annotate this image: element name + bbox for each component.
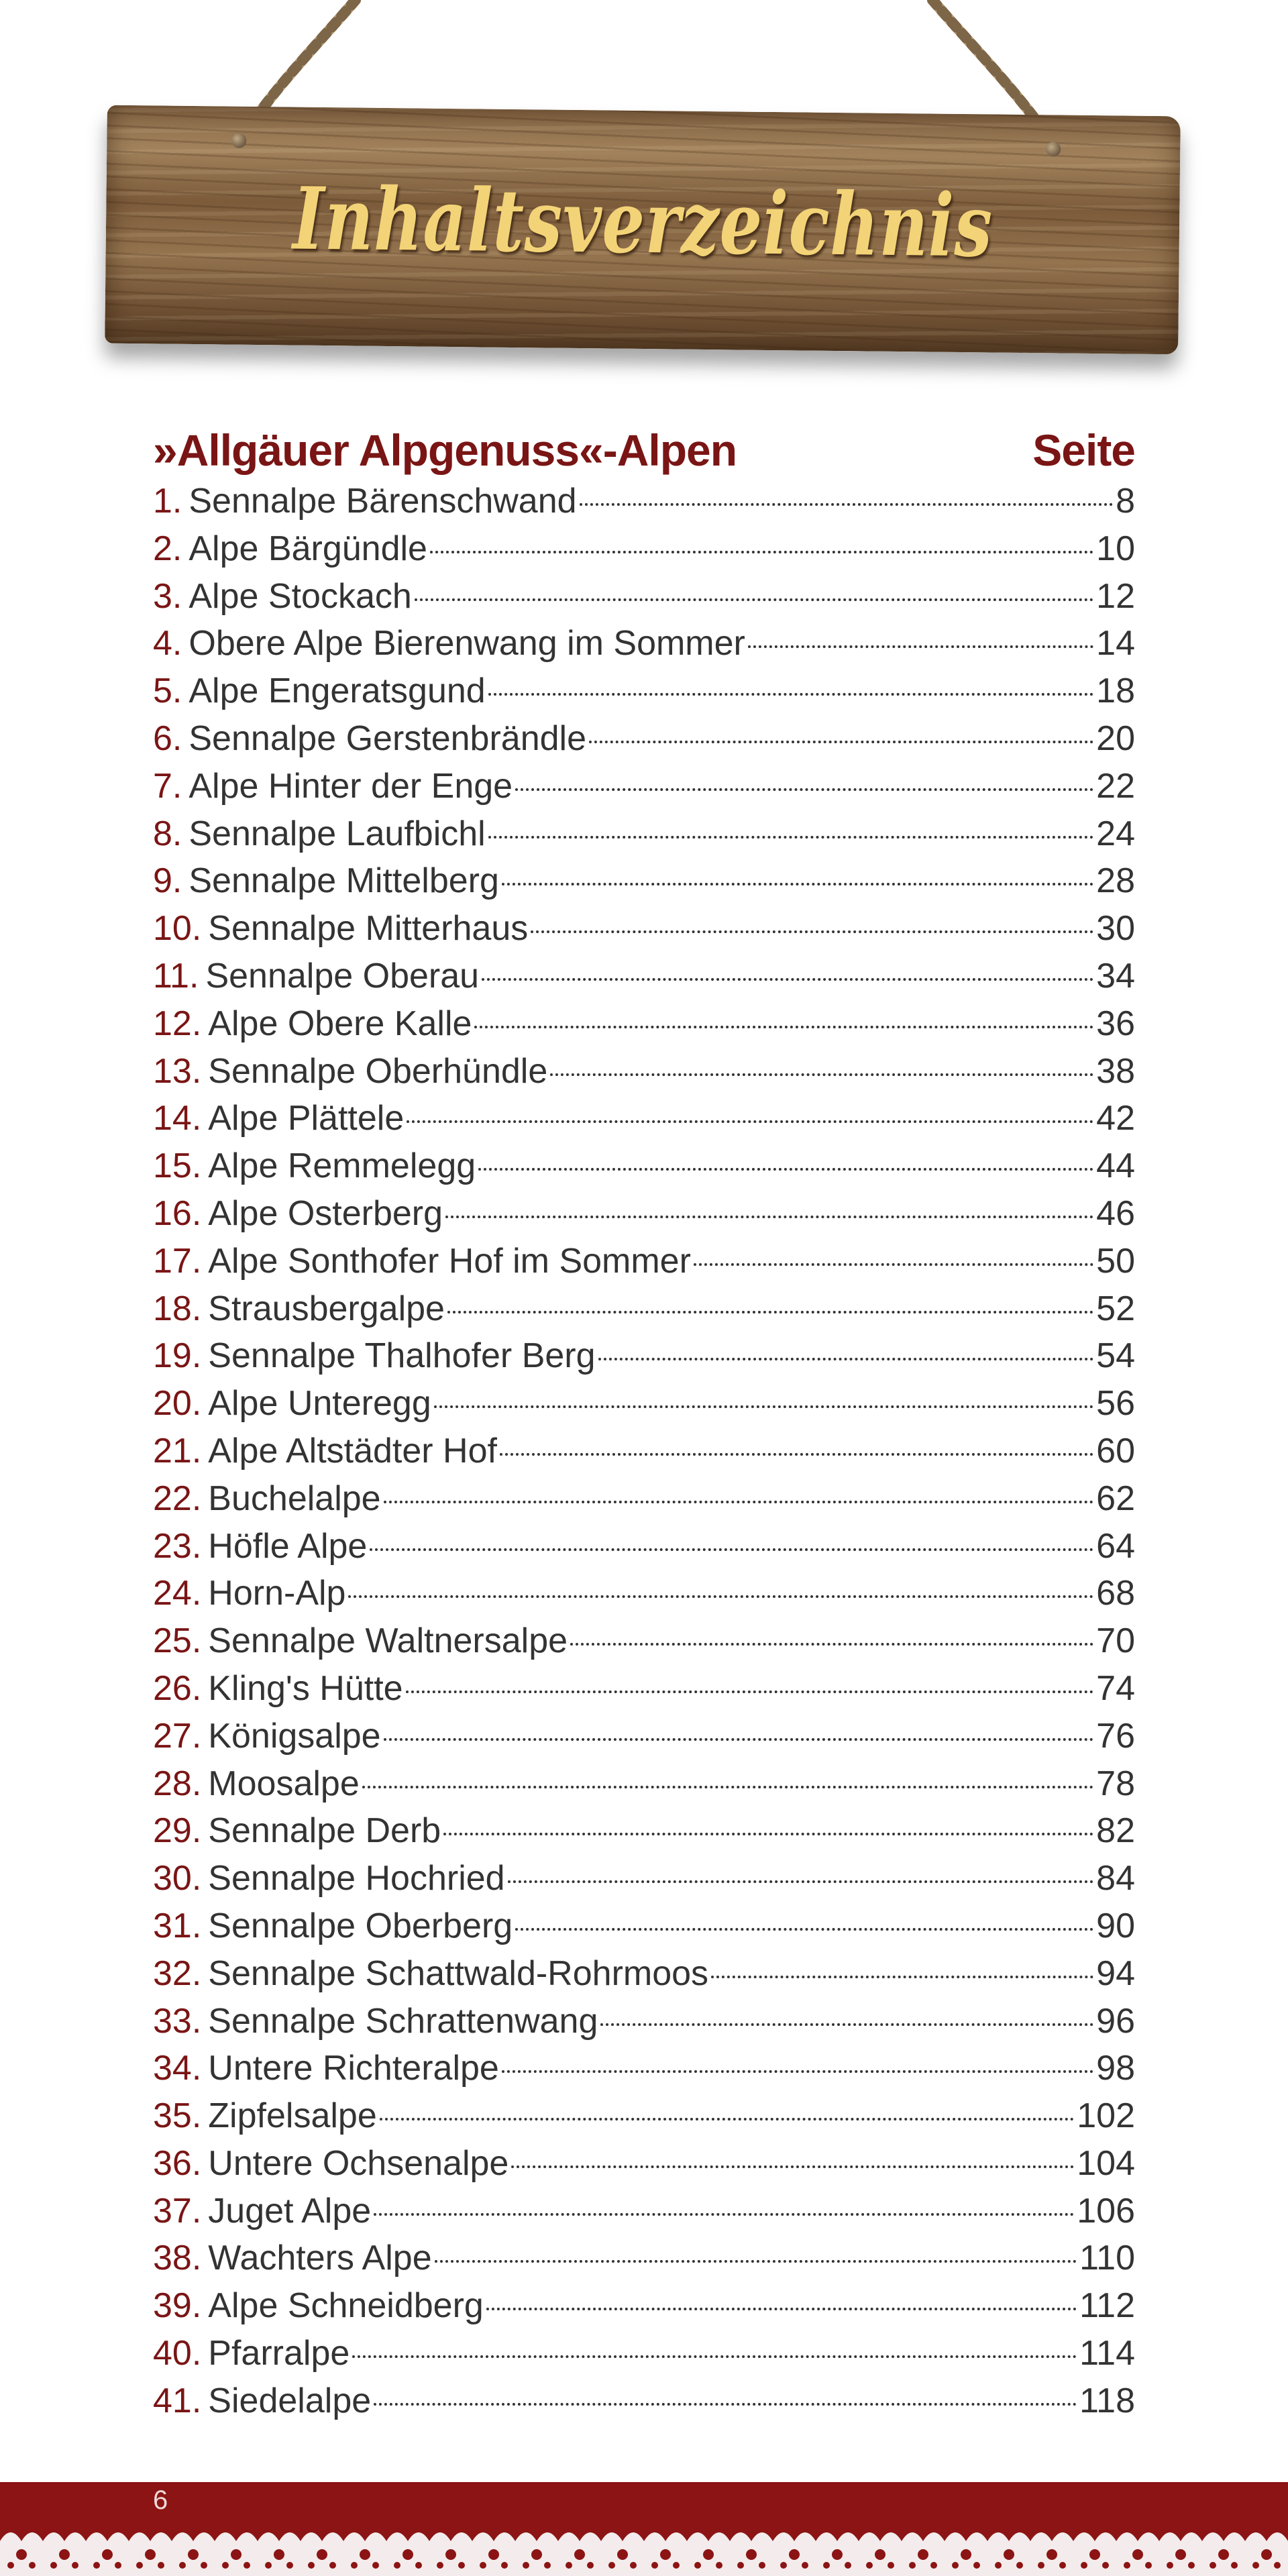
dot-leader xyxy=(502,883,1093,885)
toc-entry-title: Horn-Alp xyxy=(208,1574,346,1613)
toc-entry-page: 14 xyxy=(1096,624,1135,663)
toc-entry-title: Siedelalpe xyxy=(208,2381,372,2420)
dot-leader xyxy=(374,2213,1074,2216)
toc-entry-title: Sennalpe Derb xyxy=(208,1811,441,1851)
toc-entry-page: 44 xyxy=(1096,1146,1135,1186)
toc-entry-page: 28 xyxy=(1096,861,1135,901)
toc-entry-number: 11. xyxy=(153,956,199,996)
toc-entry xyxy=(153,1950,1135,1998)
section-heading: »Allgäuer Alpgenuss«-Alpen xyxy=(153,425,737,475)
toc-entry-title: Sennalpe Oberberg xyxy=(208,1906,513,1945)
toc-entry xyxy=(153,478,1135,525)
toc-entry xyxy=(153,1617,1135,1665)
dot-leader xyxy=(407,1120,1093,1123)
dot-leader xyxy=(384,1501,1094,1503)
toc-entry-page: 18 xyxy=(1096,672,1135,711)
toc-entry xyxy=(153,1475,1135,1523)
toc-entry-number: 21. xyxy=(153,1431,202,1470)
lace-border xyxy=(0,2521,1288,2576)
toc-entry xyxy=(153,1807,1135,1855)
toc-entry xyxy=(153,1760,1135,1808)
dot-leader xyxy=(415,598,1093,601)
toc-entry-page: 20 xyxy=(1096,718,1135,758)
toc-entry-page: 22 xyxy=(1096,766,1135,806)
toc-entry-page: 30 xyxy=(1096,909,1135,949)
toc-entry-number: 34. xyxy=(153,2049,202,2088)
toc-entry xyxy=(153,525,1135,573)
toc-entry xyxy=(153,1902,1135,1950)
toc-entry-number: 8. xyxy=(153,814,182,853)
toc-entry-page: 76 xyxy=(1096,1716,1135,1756)
toc-entry xyxy=(153,1095,1135,1142)
toc-entry-number: 14. xyxy=(153,1099,202,1138)
toc-entry-number: 32. xyxy=(153,1953,202,1993)
toc-entry xyxy=(153,620,1135,667)
toc-entry-title: Sennalpe Schattwald-Rohrmoos xyxy=(208,1953,709,1993)
toc-entry xyxy=(153,2092,1135,2140)
toc-entry-page: 118 xyxy=(1079,2381,1135,2420)
toc-entry-number: 28. xyxy=(153,1764,202,1803)
toc-entry xyxy=(153,1238,1135,1285)
dot-leader xyxy=(550,1073,1093,1076)
toc-entry xyxy=(153,2282,1135,2330)
toc-entry-number: 20. xyxy=(153,1384,202,1424)
toc-entry xyxy=(153,1855,1135,1902)
toc-entry xyxy=(153,1998,1135,2045)
dot-leader xyxy=(435,2260,1077,2263)
page-title: Inhaltsverzeichnis xyxy=(292,168,994,277)
toc-header xyxy=(153,423,1135,478)
toc-entry-page: 68 xyxy=(1096,1574,1135,1613)
dot-leader xyxy=(515,1928,1093,1931)
toc-entry-title: Sennalpe Thalhofer Berg xyxy=(208,1336,596,1376)
toc-entry-page: 12 xyxy=(1096,576,1135,616)
table-of-contents xyxy=(153,423,1135,2425)
toc-entry xyxy=(153,1142,1135,1190)
toc-entry-title: Sennalpe Gerstenbrändle xyxy=(189,718,587,758)
toc-entry-page: 24 xyxy=(1096,814,1135,853)
toc-entry-page: 78 xyxy=(1096,1764,1135,1803)
toc-entry-page: 36 xyxy=(1096,1004,1135,1043)
dot-leader xyxy=(711,1976,1093,1978)
toc-entry-title: Moosalpe xyxy=(208,1764,360,1803)
dot-leader xyxy=(598,1358,1094,1360)
toc-entry xyxy=(153,1285,1135,1333)
wooden-sign xyxy=(105,105,1181,355)
dot-leader xyxy=(488,836,1093,839)
toc-entry xyxy=(153,1665,1135,1713)
toc-entry-title: Wachters Alpe xyxy=(208,2239,432,2278)
toc-entry-title: Alpe Stockach xyxy=(189,576,412,616)
toc-entry-number: 22. xyxy=(153,1479,202,1518)
toc-entry-number: 37. xyxy=(153,2191,202,2231)
toc-entry-number: 4. xyxy=(153,624,182,663)
dot-leader xyxy=(384,1738,1094,1741)
toc-entry-title: Alpe Schneidberg xyxy=(208,2286,484,2326)
toc-entry xyxy=(153,2140,1135,2188)
toc-entry-title: Sennalpe Schrattenwang xyxy=(208,2001,598,2041)
toc-entry-page: 98 xyxy=(1096,2049,1135,2088)
toc-entry-title: Alpe Bärgündle xyxy=(189,529,427,568)
toc-entry-page: 56 xyxy=(1096,1384,1135,1424)
dot-leader xyxy=(370,1548,1093,1551)
toc-entry-title: Höfle Alpe xyxy=(208,1526,368,1566)
toc-entry-number: 36. xyxy=(153,2143,202,2183)
toc-entry-page: 70 xyxy=(1096,1621,1135,1661)
toc-entry-number: 2. xyxy=(153,529,182,568)
dot-leader xyxy=(570,1643,1093,1646)
dot-leader xyxy=(508,1880,1094,1883)
toc-entry-page: 42 xyxy=(1096,1099,1135,1138)
dot-leader xyxy=(500,1453,1093,1456)
toc-entry-page: 62 xyxy=(1096,1479,1135,1518)
toc-entry-page: 8 xyxy=(1116,482,1135,521)
toc-entry-title: Kling's Hütte xyxy=(208,1668,403,1708)
toc-entry-number: 7. xyxy=(153,766,182,806)
toc-entry-number: 27. xyxy=(153,1716,202,1756)
toc-entry-title: Alpe Osterberg xyxy=(208,1193,443,1233)
toc-entry-number: 18. xyxy=(153,1289,202,1328)
page-number: 6 xyxy=(153,2485,168,2515)
toc-entry-page: 82 xyxy=(1096,1811,1135,1851)
toc-entry-page: 34 xyxy=(1096,956,1135,996)
dot-leader xyxy=(352,2355,1077,2358)
dot-leader xyxy=(488,693,1093,696)
toc-entry-page: 104 xyxy=(1077,2143,1135,2183)
toc-entry-number: 19. xyxy=(153,1336,202,1376)
toc-entry-page: 52 xyxy=(1096,1289,1135,1328)
toc-entry-number: 16. xyxy=(153,1193,202,1233)
page-column-label: Seite xyxy=(1032,425,1135,475)
toc-entry-number: 9. xyxy=(153,861,182,901)
toc-entry xyxy=(153,2045,1135,2092)
dot-leader xyxy=(580,503,1114,506)
dot-leader xyxy=(348,1595,1093,1598)
toc-entry-number: 31. xyxy=(153,1906,202,1945)
toc-entry-title: Buchelalpe xyxy=(208,1479,381,1518)
toc-entry-number: 24. xyxy=(153,1574,202,1613)
dot-leader xyxy=(478,1168,1093,1171)
dot-leader xyxy=(511,2165,1074,2168)
toc-entry-title: Alpe Altstädter Hof xyxy=(208,1431,497,1470)
toc-entry-title: Sennalpe Mittelberg xyxy=(189,861,499,901)
toc-entry-title: Alpe Engeratsgund xyxy=(189,672,486,711)
toc-entry-title: Juget Alpe xyxy=(208,2191,372,2231)
toc-entry xyxy=(153,715,1135,763)
toc-entry-title: Alpe Unteregg xyxy=(208,1384,431,1424)
toc-entry xyxy=(153,953,1135,1000)
dot-leader xyxy=(531,930,1093,933)
toc-entry-page: 60 xyxy=(1096,1431,1135,1470)
toc-entry-number: 33. xyxy=(153,2001,202,2041)
dot-leader xyxy=(748,645,1093,648)
dot-leader xyxy=(589,741,1093,743)
toc-entry-title: Sennalpe Laufbichl xyxy=(189,814,486,853)
toc-entry-number: 25. xyxy=(153,1621,202,1661)
toc-entry-number: 5. xyxy=(153,672,182,711)
dot-leader xyxy=(694,1263,1093,1266)
toc-entry-number: 26. xyxy=(153,1668,202,1708)
toc-entry-title: Obere Alpe Bierenwang im Sommer xyxy=(189,624,745,663)
toc-entry-page: 110 xyxy=(1079,2239,1135,2278)
toc-entry xyxy=(153,2235,1135,2282)
toc-entry xyxy=(153,2330,1135,2377)
dot-leader xyxy=(443,1833,1093,1835)
toc-entry xyxy=(153,2188,1135,2235)
dot-leader xyxy=(600,2023,1093,2026)
toc-entry-title: Alpe Remmelegg xyxy=(208,1146,476,1186)
toc-entry-number: 29. xyxy=(153,1811,202,1851)
toc-entry-number: 35. xyxy=(153,2096,202,2136)
dot-leader xyxy=(482,978,1093,981)
toc-entry-number: 41. xyxy=(153,2381,202,2420)
toc-entry-number: 12. xyxy=(153,1004,202,1043)
toc-entry-page: 54 xyxy=(1096,1336,1135,1376)
toc-entry-title: Alpe Sonthofer Hof im Sommer xyxy=(208,1241,691,1281)
dot-leader xyxy=(445,1216,1093,1218)
toc-entry-number: 30. xyxy=(153,1859,202,1898)
toc-entry xyxy=(153,2377,1135,2425)
toc-entry xyxy=(153,810,1135,858)
toc-entry-page: 64 xyxy=(1096,1526,1135,1566)
toc-entry-title: Untere Richteralpe xyxy=(208,2049,499,2088)
toc-entry xyxy=(153,1523,1135,1570)
toc-entry xyxy=(153,857,1135,905)
dot-leader xyxy=(474,1026,1093,1028)
toc-entry-page: 46 xyxy=(1096,1193,1135,1233)
dot-leader xyxy=(434,1405,1093,1408)
nail-icon xyxy=(1046,142,1061,156)
toc-entry-title: Pfarralpe xyxy=(208,2334,350,2373)
toc-entry-page: 38 xyxy=(1096,1051,1135,1091)
toc-entry-title: Sennalpe Mitterhaus xyxy=(208,909,529,949)
toc-entry-page: 50 xyxy=(1096,1241,1135,1281)
toc-entry xyxy=(153,1048,1135,1095)
toc-entry-number: 23. xyxy=(153,1526,202,1566)
toc-entry-page: 96 xyxy=(1096,2001,1135,2041)
toc-entry-number: 40. xyxy=(153,2334,202,2373)
toc-entry-title: Königsalpe xyxy=(208,1716,381,1756)
dot-leader xyxy=(447,1311,1093,1313)
dot-leader xyxy=(406,1690,1094,1693)
toc-entry xyxy=(153,1428,1135,1475)
toc-entry-page: 84 xyxy=(1096,1859,1135,1898)
toc-entry-title: Zipfelsalpe xyxy=(208,2096,377,2136)
toc-entry-number: 17. xyxy=(153,1241,202,1281)
toc-entry-number: 6. xyxy=(153,718,182,758)
dot-leader xyxy=(502,2070,1093,2073)
dot-leader xyxy=(486,2308,1077,2310)
toc-entry-title: Sennalpe Oberau xyxy=(205,956,480,996)
toc-entry-page: 114 xyxy=(1079,2334,1135,2373)
toc-entry-page: 74 xyxy=(1096,1668,1135,1708)
dot-leader xyxy=(380,2118,1074,2121)
toc-entry-title: Alpe Plättele xyxy=(208,1099,405,1138)
toc-entry xyxy=(153,1570,1135,1617)
toc-entry-title: Alpe Obere Kalle xyxy=(208,1004,472,1043)
toc-entry-number: 38. xyxy=(153,2239,202,2278)
toc-entry xyxy=(153,763,1135,810)
toc-entry-number: 10. xyxy=(153,909,202,949)
toc-entry-title: Strausbergalpe xyxy=(208,1289,445,1328)
toc-entry xyxy=(153,1713,1135,1760)
toc-entry-page: 90 xyxy=(1096,1906,1135,1945)
toc-list xyxy=(153,478,1135,2425)
dot-leader xyxy=(374,2403,1077,2406)
toc-entry xyxy=(153,1190,1135,1238)
toc-entry-title: Sennalpe Bärenschwand xyxy=(189,482,577,521)
toc-entry-number: 39. xyxy=(153,2286,202,2326)
toc-entry xyxy=(153,573,1135,621)
toc-entry-number: 15. xyxy=(153,1146,202,1186)
dot-leader xyxy=(430,551,1093,553)
toc-entry-number: 3. xyxy=(153,576,182,616)
toc-entry-title: Untere Ochsenalpe xyxy=(208,2143,509,2183)
toc-entry-number: 1. xyxy=(153,482,182,521)
toc-entry xyxy=(153,667,1135,715)
toc-entry-title: Sennalpe Waltnersalpe xyxy=(208,1621,568,1661)
toc-entry-page: 106 xyxy=(1077,2191,1135,2231)
toc-entry xyxy=(153,1332,1135,1380)
toc-entry-page: 112 xyxy=(1079,2286,1135,2326)
toc-entry-page: 10 xyxy=(1096,529,1135,568)
toc-entry-page: 94 xyxy=(1096,1953,1135,1993)
toc-entry-number: 13. xyxy=(153,1051,202,1091)
nail-icon xyxy=(231,133,246,148)
toc-entry-page: 102 xyxy=(1077,2096,1135,2136)
toc-entry-title: Sennalpe Hochried xyxy=(208,1859,505,1898)
dot-leader xyxy=(515,788,1093,791)
toc-entry-title: Alpe Hinter der Enge xyxy=(189,766,513,806)
toc-entry xyxy=(153,905,1135,953)
toc-entry xyxy=(153,1380,1135,1428)
toc-entry xyxy=(153,1000,1135,1048)
toc-entry-title: Sennalpe Oberhündle xyxy=(208,1051,548,1091)
dot-leader xyxy=(362,1786,1093,1788)
